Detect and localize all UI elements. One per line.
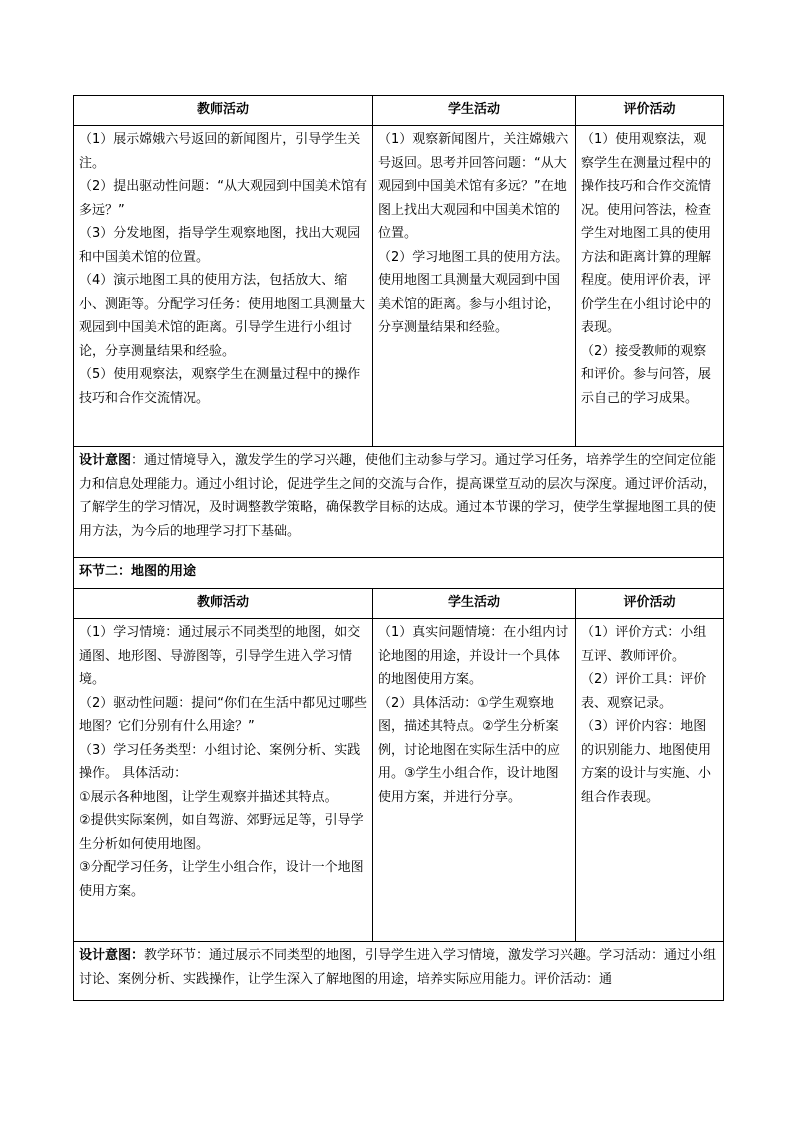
teacher-item: （3）分发地图，指导学生观察地图，找出大观园和中国美术馆的位置。	[79, 226, 361, 265]
header-student-activity: 学生活动	[373, 589, 576, 619]
evaluation-item: （1）评价方式：小组互评、教师评价。	[581, 625, 707, 664]
design-intent-cell	[74, 942, 724, 1001]
student-activity-cell	[373, 126, 576, 447]
student-item: （2）学习地图工具的使用方法。使用地图工具测量大观园到中国美术馆的距离。参与小组讨论，分享测量结果和经验。	[378, 249, 569, 335]
teacher-item: （2）驱动性问题：提问“你们在生活中都见过哪些地图？它们分别有什么用途？”	[79, 695, 368, 734]
header-student-activity: 学生活动	[373, 96, 576, 126]
design-intent-text: 教学环节：通过展示不同类型的地图，引导学生进入学习情境，激发学习兴趣。学习活动：通过小组讨论、案例分析、实践操作，让学生深入了解地图的用途，培养实际应用能力。评价活动：通	[79, 948, 717, 987]
section-title-row	[74, 558, 724, 589]
design-intent-row	[74, 447, 724, 558]
teacher-item: （1）学习情境：通过展示不同类型的地图，如交通图、地形图、导游图等，引导学生进入学习情境。	[79, 625, 361, 687]
design-intent-label: 设计意图	[79, 453, 132, 468]
teacher-item: （1）展示嫦娥六号返回的新闻图片，引导学生关注。	[79, 132, 361, 171]
lesson-plan-table	[73, 95, 724, 1001]
design-intent-cell	[74, 447, 724, 558]
table-header-row	[74, 589, 724, 619]
table-row	[74, 126, 724, 447]
evaluation-item: （3）评价内容：地图的识别能力、地图使用方案的设计与实施、小组合作表现。	[581, 719, 712, 805]
design-intent-label: 设计意图：	[79, 948, 145, 963]
evaluation-activity-cell	[576, 619, 724, 942]
teacher-item: ③分配学习任务，让学生小组合作，设计一个地图使用方案。	[79, 860, 364, 899]
evaluation-item: （1）使用观察法，观察学生在测量过程中的操作技巧和合作交流情况。使用问答法，检查学生对地图工具的使用方法和距离计算的理解程度。使用评价表，评价学生在小组讨论中的表现。	[581, 132, 712, 335]
header-teacher-activity: 教师活动	[74, 96, 373, 126]
table-row	[74, 619, 724, 942]
evaluation-item: （2）接受教师的观察和评价。参与问答，展示自己的学习成果。	[581, 343, 712, 406]
student-item: （2）具体活动：①学生观察地图，描述其特点。②学生分析案例，讨论地图在实际生活中的应用。③学生小组合作，设计地图使用方案，并进行分享。	[378, 695, 561, 805]
teacher-item: （3）学习任务类型：小组讨论、案例分析、实践操作。 具体活动：	[79, 742, 361, 781]
teacher-item: （5）使用观察法，观察学生在测量过程中的操作技巧和合作交流情况。	[79, 367, 361, 406]
evaluation-activity-cell	[576, 126, 724, 447]
student-activity-cell	[373, 619, 576, 942]
teacher-activity-cell	[74, 126, 373, 447]
table-header-row	[74, 96, 724, 126]
teacher-item: ②提供实际案例，如自驾游、郊野远足等，引导学生分析如何使用地图。	[79, 813, 364, 852]
design-intent-text: ：通过情境导入，激发学生的学习兴趣，使他们主动参与学习。通过学习任务，培养学生的空间定位能力和信息处理能力。通过小组讨论，促进学生之间的交流与合作，提高课堂互动的层次与深度。通过评价活动，了解学生的学习情况，及时调整教学策略，确保教学目标的达成。通过本节课的学习，使学生掌握地图工具的使用方法，为今后的地理学习打下基础。	[79, 453, 717, 539]
header-teacher-activity: 教师活动	[74, 589, 373, 619]
header-evaluation-activity: 评价活动	[576, 96, 724, 126]
teacher-item: ①展示各种地图，让学生观察并描述其特点。	[79, 789, 338, 805]
header-evaluation-activity: 评价活动	[576, 589, 724, 619]
student-item: （1）观察新闻图片，关注嫦娥六号返回。思考并回答问题：“从大观园到中国美术馆有多远？”在地图上找出大观园和中国美术馆的位置。	[378, 132, 569, 241]
evaluation-item: （2）评价工具：评价表、观察记录。	[581, 672, 707, 711]
design-intent-row	[74, 942, 724, 1001]
teacher-activity-cell	[74, 619, 373, 942]
section-title: 环节二：地图的用途	[74, 558, 724, 589]
teacher-item: （4）演示地图工具的使用方法，包括放大、缩小、测距等。分配学习任务：使用地图工具测量大观园到中国美术馆的距离。引导学生进行小组讨论，分享测量结果和经验。	[79, 273, 366, 359]
student-item: （1）真实问题情境：在小组内讨论地图的用途，并设计一个具体的地图使用方案。	[378, 625, 569, 687]
teacher-item: （2）提出驱动性问题：“从大观园到中国美术馆有多远？”	[79, 179, 368, 218]
